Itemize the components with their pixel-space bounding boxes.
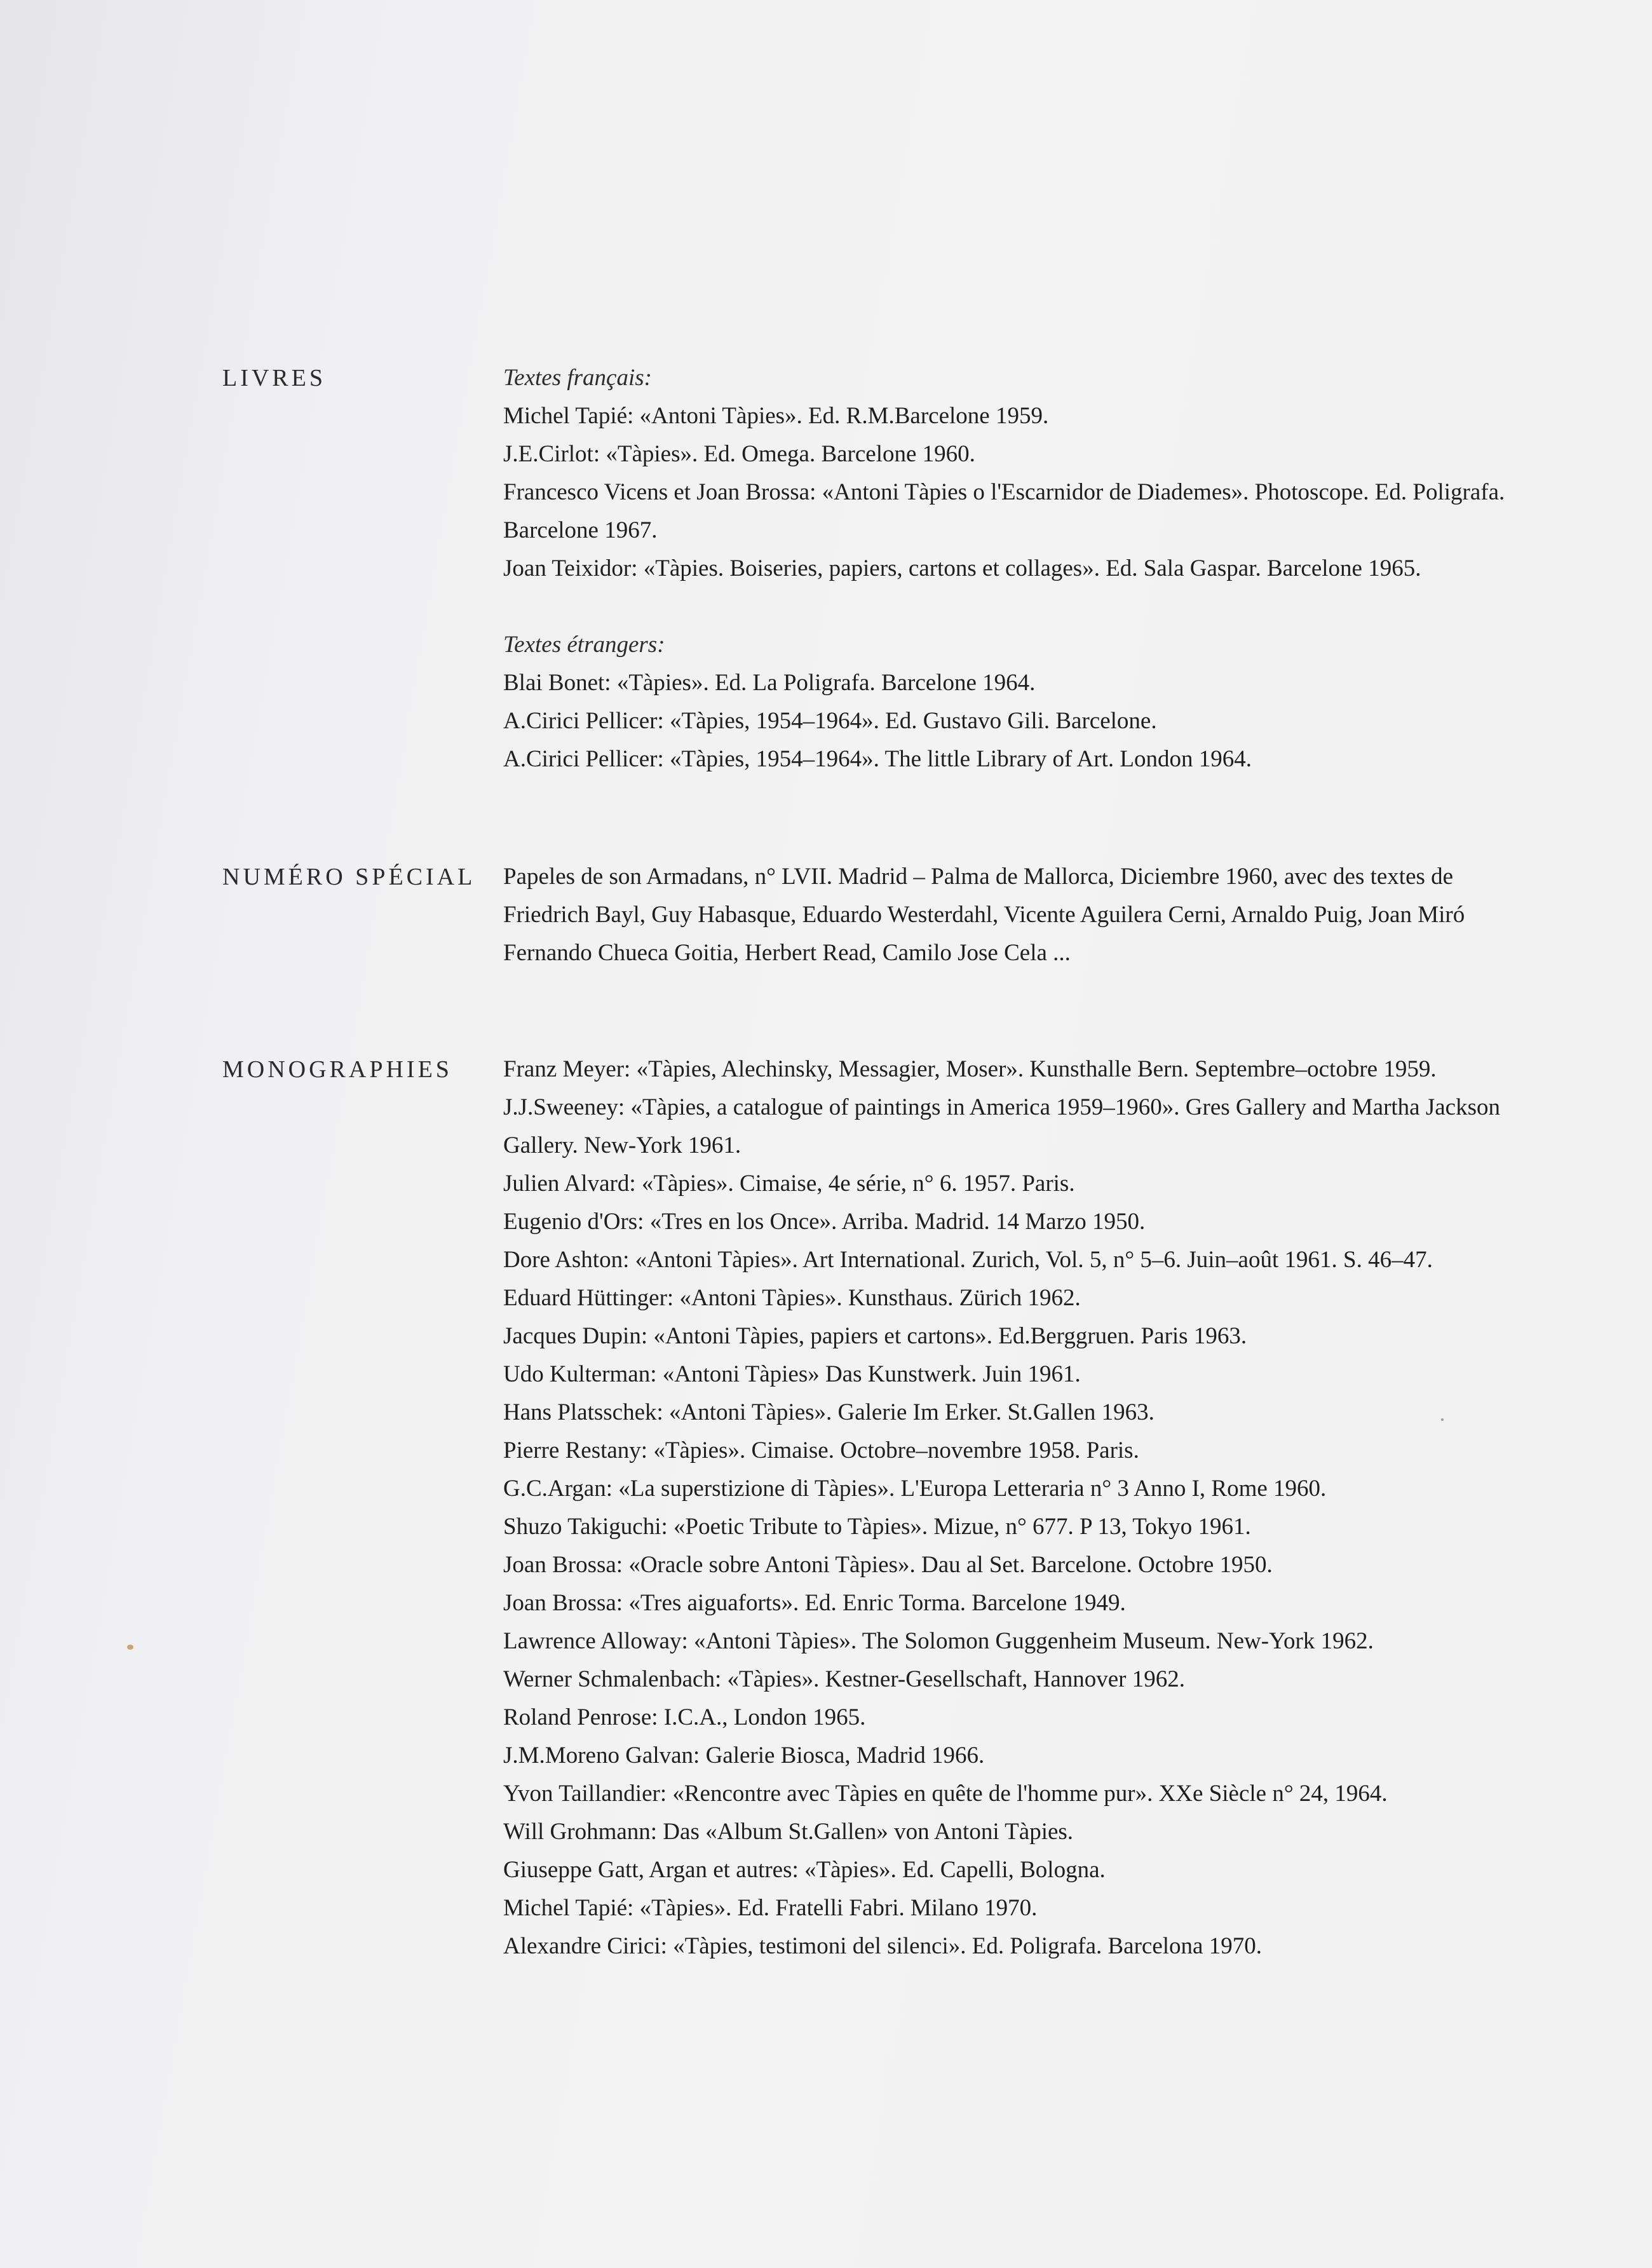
list-item: Joan Brossa: «Tres aiguaforts». Ed. Enric Torma. Barcelone 1949. <box>503 1590 1126 1616</box>
section-body-monographies <box>503 1050 1583 1966</box>
list-item: Yvon Taillandier: «Rencontre avec Tàpies en quête de l'homme pur». XXe Siècle n° 24, 1964. <box>503 1781 1388 1807</box>
list-item: Jacques Dupin: «Antoni Tàpies, papiers et cartons». Ed.Berggruen. Paris 1963. <box>503 1323 1247 1349</box>
list-item: Alexandre Cirici: «Tàpies, testimoni del silenci». Ed. Poligrafa. Barcelona 1970. <box>503 1933 1262 1959</box>
section-body-livres <box>503 359 1583 778</box>
paper-speck <box>1441 1418 1444 1421</box>
list-item: J.J.Sweeney: «Tàpies, a catalogue of paintings in America 1959–1960». Gres Gallery and Martha Jackson <box>503 1094 1500 1120</box>
subheading-textes-etrangers: Textes étrangers: <box>503 632 665 658</box>
list-item: Eugenio d'Ors: «Tres en los Once». Arriba. Madrid. 14 Marzo 1950. <box>503 1209 1146 1235</box>
list-item: Hans Platsschek: «Antoni Tàpies». Galerie Im Erker. St.Gallen 1963. <box>503 1399 1154 1425</box>
list-item: A.Cirici Pellicer: «Tàpies, 1954–1964». Ed. Gustavo Gili. Barcelone. <box>503 708 1157 734</box>
section-heading-numero-special: NUMÉRO SPÉCIAL <box>222 864 476 890</box>
list-item: A.Cirici Pellicer: «Tàpies, 1954–1964». The little Library of Art. London 1964. <box>503 746 1252 772</box>
list-item: Michel Tapié: «Antoni Tàpies». Ed. R.M.Barcelone 1959. <box>503 403 1049 429</box>
list-item: Barcelone 1967. <box>503 517 658 543</box>
list-item: Joan Teixidor: «Tàpies. Boiseries, papiers, cartons et collages». Ed. Sala Gaspar. Barcelone 1965. <box>503 555 1421 581</box>
list-item: Shuzo Takiguchi: «Poetic Tribute to Tàpies». Mizue, n° 677. P 13, Tokyo 1961. <box>503 1514 1251 1540</box>
list-item: Julien Alvard: «Tàpies». Cimaise, 4e série, n° 6. 1957. Paris. <box>503 1171 1075 1197</box>
list-item: J.M.Moreno Galvan: Galerie Biosca, Madrid 1966. <box>503 1742 985 1769</box>
list-item: Eduard Hüttinger: «Antoni Tàpies». Kunsthaus. Zürich 1962. <box>503 1285 1081 1311</box>
list-item: Udo Kulterman: «Antoni Tàpies» Das Kunstwerk. Juin 1961. <box>503 1361 1081 1387</box>
list-item: Roland Penrose: I.C.A., London 1965. <box>503 1704 866 1730</box>
list-item: Franz Meyer: «Tàpies, Alechinsky, Messagier, Moser». Kunsthalle Bern. Septembre–octobre 1959. <box>503 1056 1437 1082</box>
list-item: Will Grohmann: Das «Album St.Gallen» von Antoni Tàpies. <box>503 1819 1074 1845</box>
list-item: Joan Brossa: «Oracle sobre Antoni Tàpies». Dau al Set. Barcelone. Octobre 1950. <box>503 1552 1273 1578</box>
list-item: Papeles de son Armadans, n° LVII. Madrid – Palma de Mallorca, Diciembre 1960, avec des textes de <box>503 864 1454 890</box>
list-item: G.C.Argan: «La superstizione di Tàpies». L'Europa Letteraria n° 3 Anno I, Rome 1960. <box>503 1476 1327 1502</box>
section-heading-monographies: MONOGRAPHIES <box>222 1056 452 1083</box>
list-item: Dore Ashton: «Antoni Tàpies». Art International. Zurich, Vol. 5, n° 5–6. Juin–août 1961. S. 46–47. <box>503 1247 1433 1273</box>
list-item: Michel Tapié: «Tàpies». Ed. Fratelli Fabri. Milano 1970. <box>503 1895 1038 1921</box>
paper-speck <box>127 1645 133 1650</box>
list-item: Friedrich Bayl, Guy Habasque, Eduardo Westerdahl, Vicente Aguilera Cerni, Arnaldo Puig, Joan Miró <box>503 902 1465 928</box>
list-item: Lawrence Alloway: «Antoni Tàpies». The Solomon Guggenheim Museum. New-York 1962. <box>503 1628 1374 1654</box>
subheading-textes-francais: Textes français: <box>503 365 652 391</box>
list-item: J.E.Cirlot: «Tàpies». Ed. Omega. Barcelone 1960. <box>503 441 975 467</box>
list-item: Francesco Vicens et Joan Brossa: «Antoni Tàpies o l'Escarnidor de Diademes». Photoscope. Ed. Poligrafa. <box>503 479 1505 505</box>
list-item: Werner Schmalenbach: «Tàpies». Kestner-Gesellschaft, Hannover 1962. <box>503 1666 1185 1692</box>
list-item: Blai Bonet: «Tàpies». Ed. La Poligrafa. Barcelone 1964. <box>503 670 1036 696</box>
section-body-numero-special <box>503 858 1583 972</box>
list-item: Pierre Restany: «Tàpies». Cimaise. Octobre–novembre 1958. Paris. <box>503 1437 1139 1463</box>
list-item: Gallery. New-York 1961. <box>503 1132 741 1158</box>
section-heading-livres: LIVRES <box>222 365 326 391</box>
list-item: Giuseppe Gatt, Argan et autres: «Tàpies». Ed. Capelli, Bologna. <box>503 1857 1106 1883</box>
list-item: Fernando Chueca Goitia, Herbert Read, Camilo Jose Cela ... <box>503 940 1071 966</box>
